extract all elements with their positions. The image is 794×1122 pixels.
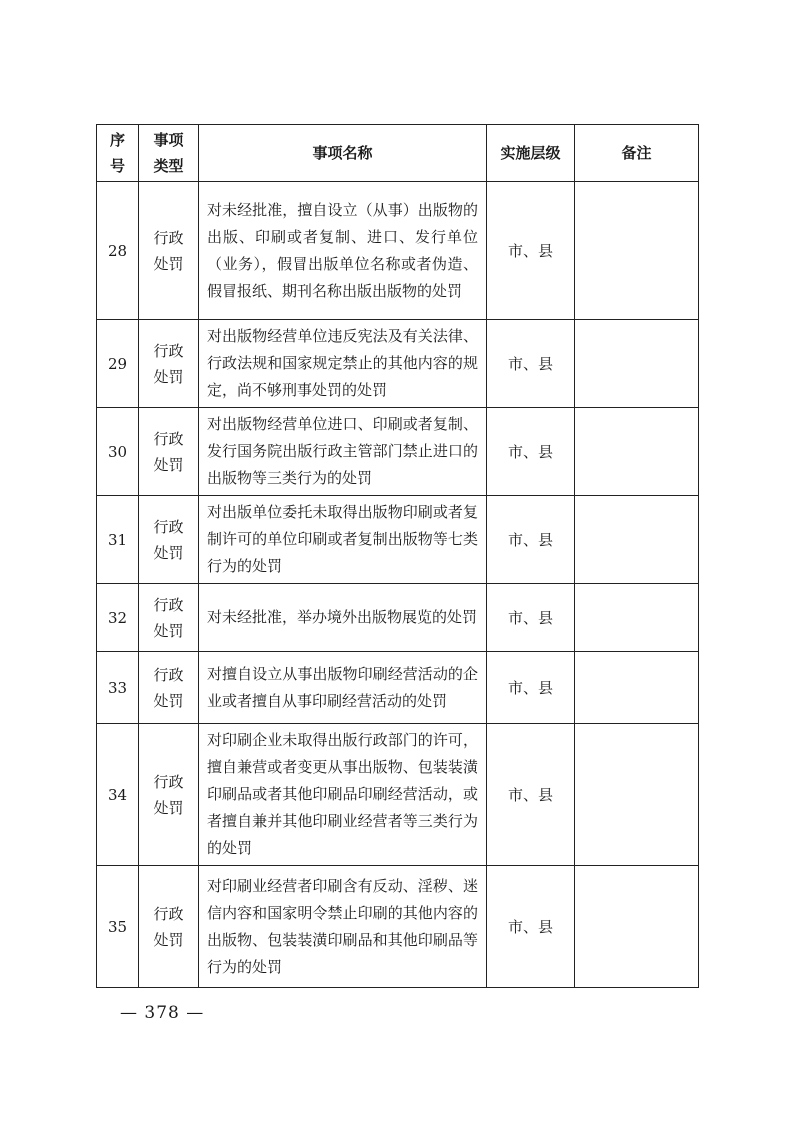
row-remark — [575, 182, 699, 320]
row-remark — [575, 496, 699, 584]
header-item-type: 事项 类型 — [139, 125, 199, 182]
row-item-type: 行政 处罚 — [139, 724, 199, 866]
table-header-row — [97, 125, 699, 182]
page-number: — 378 — — [120, 1003, 205, 1023]
row-item-name: 对出版单位委托未取得出版物印刷或者复制许可的单位印刷或者复制出版物等七类行为的处罚 — [199, 496, 487, 584]
row-implementation-level: 市、县 — [487, 320, 575, 408]
table-row — [97, 182, 699, 320]
row-item-type: 行政 处罚 — [139, 584, 199, 652]
row-item-name: 对未经批准，擅自设立（从事）出版物的出版、印刷或者复制、进口、发行单位（业务），假冒出版单位名称或者伪造、假冒报纸、期刊名称出版出版物的处罚 — [199, 182, 487, 320]
row-serial-number: 35 — [97, 866, 139, 988]
row-serial-number: 33 — [97, 652, 139, 724]
header-implementation-level: 实施层级 — [487, 125, 575, 182]
row-item-name: 对出版物经营单位违反宪法及有关法律、行政法规和国家规定禁止的其他内容的规定，尚不够刑事处罚的处罚 — [199, 320, 487, 408]
row-remark — [575, 866, 699, 988]
table-row — [97, 724, 699, 866]
table-row — [97, 408, 699, 496]
row-implementation-level: 市、县 — [487, 182, 575, 320]
header-serial-number: 序 号 — [97, 125, 139, 182]
row-item-name: 对未经批准，举办境外出版物展览的处罚 — [199, 584, 487, 652]
header-item-name: 事项名称 — [199, 125, 487, 182]
table-row — [97, 584, 699, 652]
row-serial-number: 28 — [97, 182, 139, 320]
table-row — [97, 320, 699, 408]
row-serial-number: 29 — [97, 320, 139, 408]
row-serial-number: 31 — [97, 496, 139, 584]
row-remark — [575, 652, 699, 724]
row-implementation-level: 市、县 — [487, 724, 575, 866]
row-implementation-level: 市、县 — [487, 584, 575, 652]
row-item-type: 行政 处罚 — [139, 182, 199, 320]
item-table — [96, 124, 699, 988]
table-row — [97, 496, 699, 584]
row-item-type: 行政 处罚 — [139, 320, 199, 408]
row-remark — [575, 320, 699, 408]
row-remark — [575, 584, 699, 652]
row-item-type: 行政 处罚 — [139, 408, 199, 496]
row-remark — [575, 408, 699, 496]
table-row — [97, 866, 699, 988]
row-serial-number: 30 — [97, 408, 139, 496]
header-remark: 备注 — [575, 125, 699, 182]
row-implementation-level: 市、县 — [487, 652, 575, 724]
row-item-name: 对印刷企业未取得出版行政部门的许可，擅自兼营或者变更从事出版物、包装装潢印刷品或者其他印刷品印刷经营活动，或者擅自兼并其他印刷业经营者等三类行为的处罚 — [199, 724, 487, 866]
row-item-name: 对出版物经营单位进口、印刷或者复制、发行国务院出版行政主管部门禁止进口的出版物等三类行为的处罚 — [199, 408, 487, 496]
row-item-type: 行政 处罚 — [139, 496, 199, 584]
table-row — [97, 652, 699, 724]
row-implementation-level: 市、县 — [487, 408, 575, 496]
row-item-type: 行政 处罚 — [139, 866, 199, 988]
row-implementation-level: 市、县 — [487, 496, 575, 584]
row-item-type: 行政 处罚 — [139, 652, 199, 724]
row-serial-number: 32 — [97, 584, 139, 652]
row-serial-number: 34 — [97, 724, 139, 866]
row-item-name: 对擅自设立从事出版物印刷经营活动的企业或者擅自从事印刷经营活动的处罚 — [199, 652, 487, 724]
row-item-name: 对印刷业经营者印刷含有反动、淫秽、迷信内容和国家明令禁止印刷的其他内容的出版物、包装装潢印刷品和其他印刷品等行为的处罚 — [199, 866, 487, 988]
row-remark — [575, 724, 699, 866]
row-implementation-level: 市、县 — [487, 866, 575, 988]
